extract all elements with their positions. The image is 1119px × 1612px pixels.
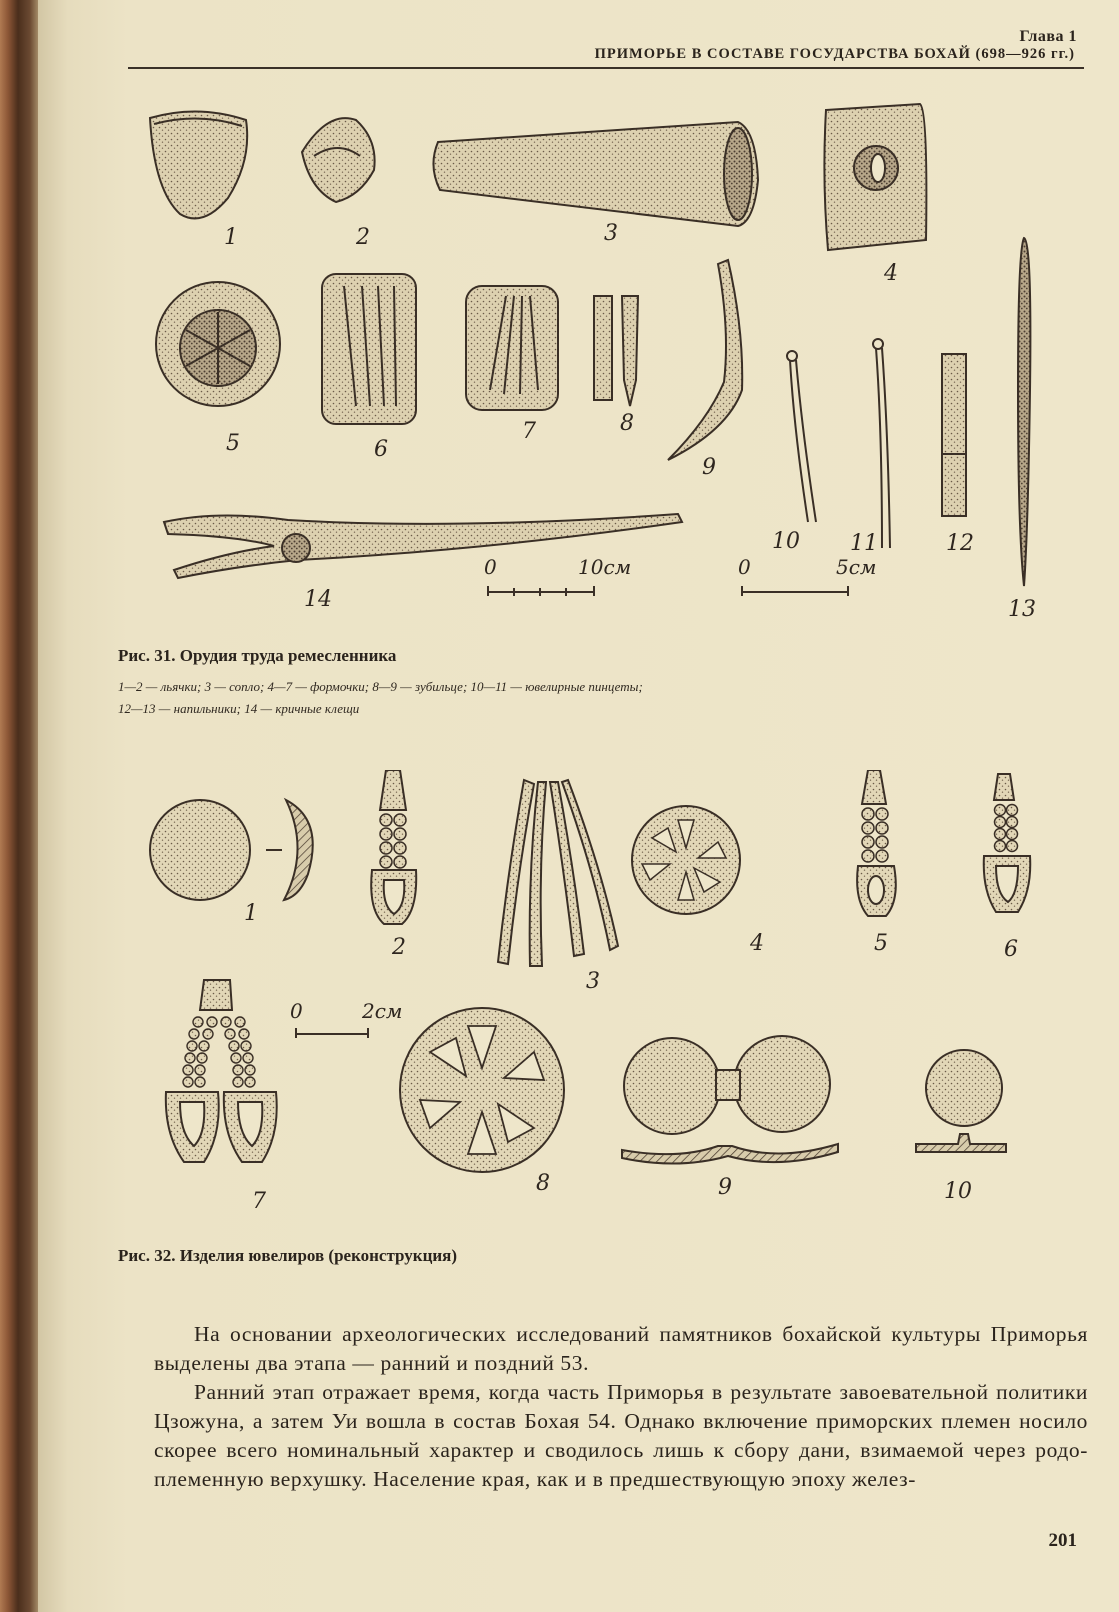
fig31-scale2-zero: 0 — [738, 555, 751, 579]
fig31-scale2-end: 5см — [836, 555, 877, 579]
crucible-2-drawing — [302, 118, 375, 202]
fig31-label-3: 3 — [604, 221, 618, 246]
fig31-label-4: 4 — [884, 261, 898, 286]
openwork-disc-8-drawing — [400, 1008, 564, 1172]
fig31-label-13: 13 — [1008, 597, 1036, 622]
book-page — [38, 0, 1119, 1612]
tweezer-ornament-3-drawing — [498, 780, 618, 966]
fig32-label-4: 4 — [750, 931, 764, 956]
fig31-label-9: 9 — [702, 455, 716, 480]
body-text — [154, 1320, 1088, 1494]
fig31-scale-bar-5cm — [738, 555, 877, 596]
running-header-title: ПРИМОРЬЕ В СОСТАВЕ ГОСУДАРСТВА БОХАЙ (698—926 гг.) — [594, 46, 1075, 62]
fig31-scale1-end: 10см — [578, 555, 632, 579]
fig32-scale-bar-2cm — [290, 999, 403, 1038]
fig31-label-11: 11 — [850, 531, 878, 556]
fig31-label-5: 5 — [226, 431, 240, 456]
header-rule — [128, 67, 1084, 69]
fig31-label-14: 14 — [304, 587, 332, 612]
book-spine — [0, 0, 38, 1612]
fig31-scale1-zero: 0 — [484, 555, 497, 579]
fig31-scale-bar-10cm — [484, 555, 631, 596]
fig31-label-12: 12 — [946, 531, 974, 556]
pendant-2-drawing — [371, 770, 416, 924]
chisel-9-drawing — [668, 260, 742, 460]
figure-31-legend-line-2: 12—13 — напильники; 14 — кричные клещи — [118, 701, 360, 716]
tweezers-10-drawing — [787, 351, 816, 522]
openwork-disc-4-drawing — [632, 806, 740, 914]
fig32-label-6: 6 — [1004, 937, 1018, 962]
chisel-8-drawing — [594, 296, 638, 406]
figure-31-legend-line-1: 1—2 — льячки; 3 — сопло; 4—7 — формочки; 8—9 — зубильце; 10—11 — ювелирные пинцеты; — [118, 679, 643, 694]
mold-6-drawing — [322, 274, 416, 424]
running-header-chapter: Глава 1 — [1019, 28, 1077, 45]
fig31-label-2: 2 — [356, 225, 370, 250]
nozzle-3-drawing — [433, 122, 758, 226]
fig31-label-10: 10 — [772, 529, 800, 554]
fig32-label-10: 10 — [944, 1179, 972, 1204]
mold-4-drawing — [824, 104, 926, 250]
fig31-label-7: 7 — [522, 419, 536, 444]
fig32-label-2: 2 — [392, 935, 406, 960]
fig31-label-1: 1 — [224, 225, 238, 250]
fig32-scale-zero: 0 — [290, 999, 303, 1023]
crucible-1-drawing — [150, 111, 247, 218]
fig32-label-5: 5 — [874, 931, 888, 956]
mold-7-drawing — [466, 286, 558, 410]
pendant-5-drawing — [857, 770, 896, 916]
figure-32-illustration — [38, 770, 1119, 1240]
fig32-label-3: 3 — [586, 969, 600, 994]
file-12-drawing — [942, 354, 966, 516]
pendant-6-drawing — [984, 774, 1031, 912]
bead-1-drawing — [150, 800, 313, 900]
fig32-label-9: 9 — [718, 1175, 732, 1200]
fig31-label-6: 6 — [374, 437, 388, 462]
paragraph-1: На основании археологических исследований памятников бохайской культуры Приморья выделены два этапа — ранний и поздний 53. — [154, 1322, 1088, 1375]
mold-5-drawing — [156, 282, 280, 406]
double-bead-9-drawing — [622, 1036, 838, 1164]
figure-31-caption: Рис. 31. Орудия труда ремесленника — [118, 646, 397, 665]
bead-10-drawing — [916, 1050, 1006, 1152]
double-pendant-7-drawing — [166, 980, 277, 1162]
tweezers-11-drawing — [873, 339, 890, 548]
figure-31-illustration — [38, 90, 1119, 630]
fig32-scale-end: 2см — [362, 999, 403, 1023]
fig31-label-8: 8 — [620, 411, 634, 436]
fig32-label-1: 1 — [244, 901, 258, 926]
file-13-drawing — [1018, 238, 1030, 586]
paragraph-2: Ранний этап отражает время, когда часть Приморья в результате завоевательной политики Цзожуна, а затем Уи вошла в состав Бохая 54. Однако включение приморских племен носило скорее всего номинальный характер и сводилось лишь к сбору дани, взимаемой через родо-племенную верхушку. Население края, как и в предшествующую эпоху желез- — [154, 1380, 1088, 1491]
figure-31-legend — [118, 676, 1098, 720]
fig32-label-7: 7 — [252, 1189, 266, 1214]
fig32-label-8: 8 — [536, 1171, 550, 1196]
figure-32-caption: Рис. 32. Изделия ювелиров (реконструкция) — [118, 1246, 458, 1265]
page-number: 201 — [1048, 1530, 1077, 1551]
